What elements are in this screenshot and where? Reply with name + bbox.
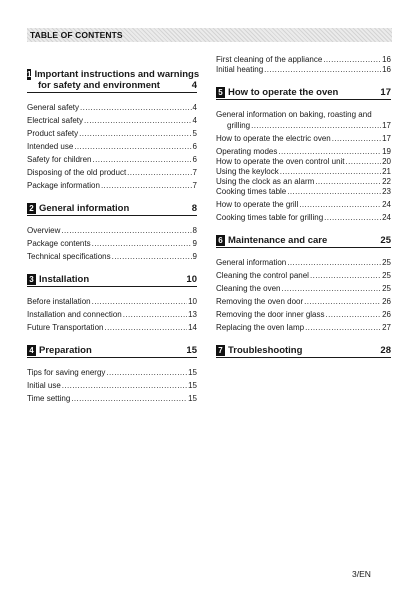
section-2-page: 8 <box>191 203 197 214</box>
toc-entry-title: Intended use <box>27 142 74 151</box>
leader-dots <box>326 310 382 319</box>
toc-entry-page: 13 <box>188 310 197 319</box>
section-1-title-line2: for safety and environment <box>38 80 160 91</box>
toc-header <box>27 28 392 42</box>
toc-entry[interactable] <box>216 258 391 271</box>
toc-entry-title: Package information <box>27 181 100 190</box>
section-4-page: 15 <box>186 345 197 356</box>
toc-entry-title: Initial use <box>27 381 61 390</box>
leader-dots <box>112 252 192 261</box>
section-6-page: 25 <box>380 235 391 246</box>
toc-entry-multiline[interactable] <box>216 110 391 134</box>
toc-entry-title: Tips for saving energy <box>27 368 106 377</box>
toc-entry[interactable] <box>27 142 197 155</box>
leader-dots <box>332 134 381 143</box>
leader-dots <box>71 394 187 403</box>
section-6-heading[interactable] <box>216 235 391 248</box>
toc-entry-title: Electrical safety <box>27 116 84 125</box>
toc-entry-title: Installation and connection <box>27 310 122 319</box>
toc-entry-page: 4 <box>192 116 197 125</box>
section-5-title: How to operate the oven <box>228 87 339 98</box>
leader-dots <box>264 65 381 74</box>
toc-entry-page: 7 <box>192 168 197 177</box>
toc-entry-title: Cleaning the oven <box>216 284 281 293</box>
section-2-title: General information <box>39 203 130 214</box>
page-number: 3/EN <box>352 569 371 579</box>
toc-entry-page: 25 <box>382 258 391 267</box>
toc-entry-page: 25 <box>382 284 391 293</box>
toc-entry-title: Cooking times table <box>216 187 287 196</box>
toc-entry-page: 15 <box>188 394 197 403</box>
toc-entry-title: grilling <box>227 121 251 130</box>
toc-entry[interactable] <box>216 167 391 177</box>
leader-dots <box>346 157 382 166</box>
leader-dots <box>92 155 191 164</box>
toc-entry-title: General safety <box>27 103 80 112</box>
leader-dots <box>305 323 381 332</box>
toc-entry-title: Product safety <box>27 129 79 138</box>
toc-entry-title: How to operate the grill <box>216 200 299 209</box>
toc-entry-title: Using the clock as an alarm <box>216 177 315 186</box>
section-7-number: 7 <box>216 345 225 356</box>
leader-dots <box>101 181 192 190</box>
toc-header-title: TABLE OF CONTENTS <box>30 30 123 40</box>
toc-entry-title: How to operate the oven control unit <box>216 157 345 166</box>
toc-entry[interactable] <box>27 103 197 116</box>
section-1-number: 1 <box>27 70 32 79</box>
toc-entry[interactable] <box>27 381 197 394</box>
toc-entry-page: 14 <box>188 323 197 332</box>
toc-entry[interactable] <box>216 134 391 147</box>
section-3-title: Installation <box>39 274 90 285</box>
toc-entry[interactable] <box>216 284 391 297</box>
leader-dots <box>123 310 187 319</box>
toc-entry-page: 26 <box>382 297 391 306</box>
toc-entry-page: 17 <box>382 121 391 130</box>
toc-entry-page: 27 <box>382 323 391 332</box>
toc-entry-page: 6 <box>192 155 197 164</box>
toc-entry-page: 8 <box>192 226 197 235</box>
section-3-heading[interactable] <box>27 274 197 287</box>
toc-entry[interactable] <box>216 271 391 284</box>
section-3-number: 3 <box>27 274 36 285</box>
leader-dots <box>280 167 381 176</box>
toc-entry-title: Future Transportation <box>27 323 104 332</box>
toc-entry[interactable] <box>27 394 197 407</box>
toc-left-column <box>27 69 200 407</box>
leader-dots <box>74 142 191 151</box>
leader-dots <box>304 297 381 306</box>
toc-entry[interactable] <box>216 213 391 226</box>
toc-entry-title: Before installation <box>27 297 91 306</box>
toc-entry[interactable] <box>216 310 391 323</box>
toc-entry-page: 6 <box>192 142 197 151</box>
toc-entry[interactable] <box>216 297 391 310</box>
toc-entry[interactable] <box>27 226 197 239</box>
section-2-heading[interactable] <box>27 203 197 216</box>
toc-right-column <box>216 55 391 368</box>
toc-entry-page: 15 <box>188 381 197 390</box>
leader-dots <box>287 258 381 267</box>
toc-entry-page: 9 <box>192 252 197 261</box>
toc-entry-page: 19 <box>382 147 391 156</box>
leader-dots <box>278 147 381 156</box>
toc-entry-title: How to operate the electric oven <box>216 134 331 143</box>
leader-dots <box>84 116 192 125</box>
leader-dots <box>79 129 191 138</box>
leader-dots <box>80 103 192 112</box>
leader-dots <box>104 323 187 332</box>
section-1-page: 4 <box>191 80 197 91</box>
toc-entry-title: General information <box>216 258 287 267</box>
toc-entry-title: Initial heating <box>216 65 264 74</box>
leader-dots <box>62 381 187 390</box>
toc-entry-title: Package contents <box>27 239 91 248</box>
section-7-heading[interactable] <box>216 345 391 358</box>
toc-entry-page: 24 <box>382 200 391 209</box>
toc-entry-page: 17 <box>382 134 391 143</box>
toc-entry-title: Technical specifications <box>27 252 111 261</box>
toc-entry-page: 4 <box>192 103 197 112</box>
toc-entry[interactable] <box>27 116 197 129</box>
section-7-page: 28 <box>380 345 391 356</box>
leader-dots <box>92 239 192 248</box>
toc-entry-title: Cleaning the control panel <box>216 271 309 280</box>
toc-entry[interactable] <box>27 168 197 181</box>
toc-entry-title: Time setting <box>27 394 71 403</box>
toc-entry-page: 10 <box>188 297 197 306</box>
section-3-page: 10 <box>186 274 197 285</box>
toc-entry-page: 15 <box>188 368 197 377</box>
toc-entry-page: 5 <box>192 129 197 138</box>
toc-entry[interactable] <box>27 129 197 142</box>
section-6-number: 6 <box>216 235 225 246</box>
toc-entry[interactable] <box>216 200 391 213</box>
leader-dots <box>299 200 381 209</box>
leader-dots <box>310 271 381 280</box>
toc-entry[interactable] <box>216 55 391 65</box>
toc-entry-page: 26 <box>382 310 391 319</box>
section-4-heading[interactable] <box>27 345 197 358</box>
section-2-number: 2 <box>27 203 36 214</box>
toc-entry-title: First cleaning of the appliance <box>216 55 323 64</box>
toc-entry[interactable] <box>27 239 197 252</box>
toc-entry-page: 7 <box>192 181 197 190</box>
toc-entry-page: 20 <box>382 157 391 166</box>
section-5-heading[interactable] <box>216 87 391 100</box>
leader-dots <box>61 226 191 235</box>
toc-entry-page: 24 <box>382 213 391 222</box>
section-1-heading[interactable] <box>27 69 200 93</box>
leader-dots <box>315 177 381 186</box>
toc-entry[interactable] <box>216 323 391 336</box>
toc-entry-line2 <box>216 121 391 134</box>
toc-entry[interactable] <box>27 368 197 381</box>
toc-entry[interactable] <box>27 252 197 265</box>
toc-entry-page: 21 <box>382 167 391 176</box>
toc-entry-title: Replacing the oven lamp <box>216 323 305 332</box>
toc-entry-page: 16 <box>382 65 391 74</box>
toc-entry-page: 25 <box>382 271 391 280</box>
toc-entry[interactable] <box>216 187 391 200</box>
leader-dots <box>282 284 382 293</box>
section-6-title: Maintenance and care <box>228 235 328 246</box>
toc-entry-page: 23 <box>382 187 391 196</box>
toc-entry-title-line1: General information on baking, roasting and <box>216 110 372 119</box>
leader-dots <box>127 168 191 177</box>
section-1-title-line1: Important instructions and warnings <box>34 69 200 80</box>
leader-dots <box>251 121 381 130</box>
toc-entry-title: Safety for children <box>27 155 92 164</box>
section-5-page: 17 <box>380 87 391 98</box>
toc-entry-page: 9 <box>192 239 197 248</box>
section-4-title: Preparation <box>39 345 92 356</box>
toc-entry[interactable] <box>216 177 391 187</box>
toc-entry[interactable] <box>27 155 197 168</box>
toc-entry[interactable] <box>216 65 391 78</box>
toc-entry-page: 16 <box>382 55 391 64</box>
leader-dots <box>287 187 381 196</box>
toc-entry-page: 22 <box>382 177 391 186</box>
leader-dots <box>106 368 187 377</box>
toc-entry[interactable] <box>27 310 197 323</box>
leader-dots <box>323 55 381 64</box>
toc-entry-title: Using the keylock <box>216 167 279 176</box>
section-7-title: Troubleshooting <box>228 345 303 356</box>
toc-entry[interactable] <box>27 181 197 194</box>
section-4-number: 4 <box>27 345 36 356</box>
toc-entry-title: Cooking times table for grilling <box>216 213 324 222</box>
section-5-number: 5 <box>216 87 225 98</box>
toc-entry[interactable] <box>216 157 391 167</box>
toc-entry-title: Removing the door inner glass <box>216 310 325 319</box>
toc-entry-title: Removing the oven door <box>216 297 304 306</box>
toc-entry-title: Overview <box>27 226 61 235</box>
toc-entry[interactable] <box>216 147 391 157</box>
leader-dots <box>324 213 381 222</box>
toc-entry-title: Operating modes <box>216 147 278 156</box>
toc-entry[interactable] <box>27 323 197 336</box>
toc-entry[interactable] <box>27 297 197 310</box>
toc-entry-title: Disposing of the old product <box>27 168 127 177</box>
leader-dots <box>92 297 188 306</box>
